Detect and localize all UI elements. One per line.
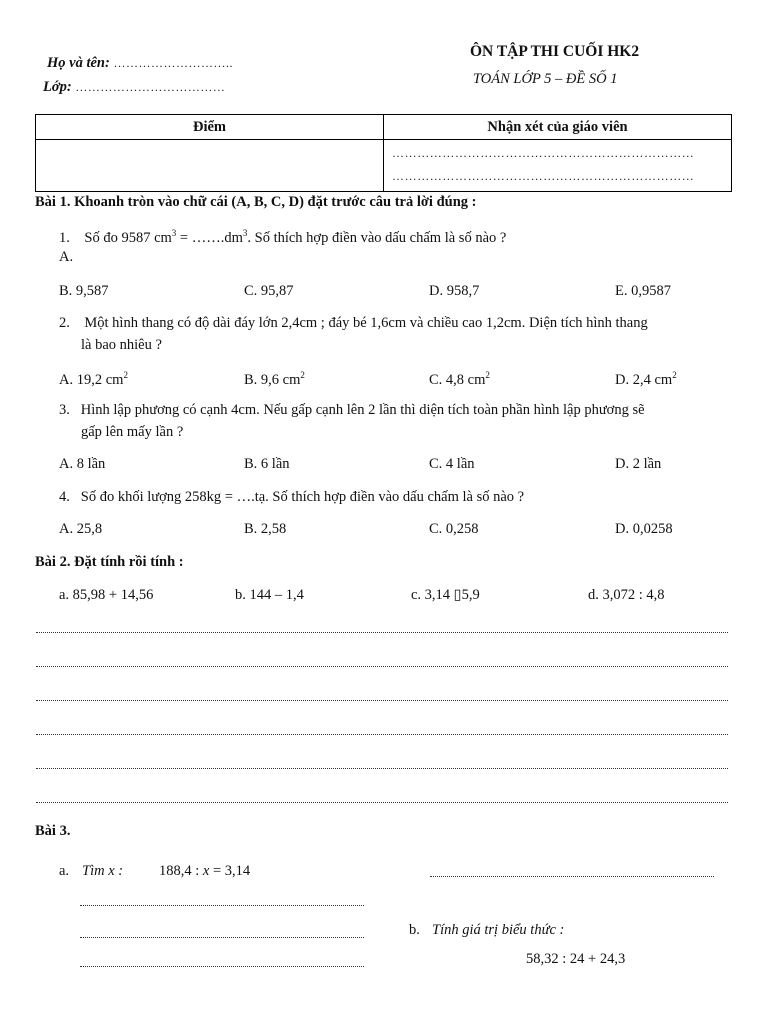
q1-option-e[interactable]: E. 0,9587 bbox=[615, 283, 671, 299]
q1-option-d[interactable]: D. 958,7 bbox=[429, 283, 480, 299]
bai2-item-c: c. 3,14 ▯5,9 bbox=[411, 587, 480, 603]
q4-option-d[interactable]: D. 0,0258 bbox=[615, 521, 673, 537]
answer-line-2[interactable] bbox=[36, 666, 728, 667]
q4-line bbox=[59, 489, 524, 506]
q4-option-b[interactable]: B. 2,58 bbox=[244, 521, 287, 537]
bai3-a-find: Tìm x : bbox=[82, 863, 124, 879]
q2-number: 2. bbox=[59, 315, 70, 331]
q2-option-c[interactable] bbox=[429, 370, 490, 389]
q1-option-a[interactable]: A. bbox=[59, 249, 74, 265]
q2-option-b[interactable] bbox=[244, 370, 305, 389]
bai1-heading: Bài 1. Khoanh tròn vào chữ cái (A, B, C, D) đặt trước câu trả lời đúng : bbox=[35, 194, 477, 210]
worksheet-title: ÔN TẬP THI CUỐI HK2 bbox=[470, 43, 640, 60]
bai2-heading: Bài 2. Đặt tính rồi tính : bbox=[35, 554, 184, 570]
q4-option-a[interactable]: A. 25,8 bbox=[59, 521, 103, 537]
class-label bbox=[43, 79, 225, 96]
q2-option-d-sup: 2 bbox=[672, 370, 677, 380]
q1-option-b[interactable]: B. 9,587 bbox=[59, 283, 109, 299]
q2-option-d[interactable] bbox=[615, 370, 677, 389]
q1-pre: Số đo 9587 cm bbox=[84, 230, 172, 246]
bai3-a-label: a. bbox=[59, 863, 70, 879]
bai3-a-expr-pre: 188,4 : bbox=[159, 863, 203, 879]
q2-option-c-sup: 2 bbox=[485, 370, 490, 380]
class-label-text: Lớp: bbox=[43, 79, 72, 95]
class-dots: ……………………………… bbox=[75, 80, 226, 94]
bai2-item-a: a. 85,98 + 14,56 bbox=[59, 587, 154, 603]
q1-sup1: 3 bbox=[171, 228, 177, 238]
bai3-heading: Bài 3. bbox=[35, 823, 71, 839]
q2-line2: là bao nhiêu ? bbox=[81, 337, 162, 353]
q2-option-b-sup: 2 bbox=[300, 370, 305, 380]
bai2-item-d: d. 3,072 : 4,8 bbox=[588, 587, 665, 603]
score-cell[interactable] bbox=[36, 140, 384, 192]
answer-line-6[interactable] bbox=[36, 802, 728, 803]
q4-text: Số đo khối lượng 258kg = ….tạ. Số thích hợp điền vào dấu chấm là số nào ? bbox=[80, 489, 525, 505]
score-header: Điểm bbox=[36, 115, 384, 140]
bai3-a-expression bbox=[159, 863, 250, 880]
grade-table bbox=[35, 114, 732, 192]
q2-text: Một hình thang có độ dài đáy lớn 2,4cm ; đáy bé 1,6cm và chiều cao 1,2cm. Diện tích hình thang bbox=[84, 315, 648, 331]
bai3-a-answer-line-3[interactable] bbox=[80, 937, 364, 938]
name-dots: ……………………….. bbox=[113, 56, 233, 70]
worksheet-subtitle: TOÁN LỚP 5 – ĐỀ SỐ 1 bbox=[473, 71, 618, 87]
answer-line-1[interactable] bbox=[36, 632, 728, 633]
q2-option-d-text: D. 2,4 cm bbox=[615, 372, 673, 388]
answer-line-3[interactable] bbox=[36, 700, 728, 701]
q4-option-c[interactable]: C. 0,258 bbox=[429, 521, 479, 537]
q3-text: Hình lập phương có cạnh 4cm. Nếu gấp cạnh lên 2 lần thì diện tích toàn phần hình lập phương sẽ bbox=[80, 402, 645, 418]
bai3-a-answer-line-1[interactable] bbox=[430, 876, 714, 877]
q4-number: 4. bbox=[59, 489, 70, 505]
answer-line-4[interactable] bbox=[36, 734, 728, 735]
q2-option-a-text: A. 19,2 cm bbox=[59, 372, 124, 388]
q3-option-c[interactable]: C. 4 lần bbox=[429, 456, 475, 472]
bai3-a-answer-line-4[interactable] bbox=[80, 966, 364, 967]
q1-post: . Số thích hợp điền vào dấu chấm là số nào ? bbox=[247, 230, 507, 246]
q2-option-c-text: C. 4,8 cm bbox=[429, 372, 486, 388]
bai3-a-expr-post: = 3,14 bbox=[209, 863, 251, 879]
q1-text bbox=[59, 228, 506, 247]
q1-sup2: 3 bbox=[242, 228, 248, 238]
q2-line1 bbox=[59, 315, 648, 332]
name-label bbox=[47, 55, 233, 72]
q1-number: 1. bbox=[59, 230, 70, 246]
q3-option-d[interactable]: D. 2 lần bbox=[615, 456, 662, 472]
comment-header: Nhận xét của giáo viên bbox=[384, 115, 732, 140]
bai3-a-answer-line-2[interactable] bbox=[80, 905, 364, 906]
bai3-a-expr-var: x bbox=[202, 863, 210, 879]
bai3-b-label: b. bbox=[409, 922, 420, 938]
q3-line2: gấp lên mấy lần ? bbox=[81, 424, 184, 440]
q2-option-a-sup: 2 bbox=[123, 370, 128, 380]
answer-line-5[interactable] bbox=[36, 768, 728, 769]
q3-option-b[interactable]: B. 6 lần bbox=[244, 456, 290, 472]
q3-number: 3. bbox=[59, 402, 70, 418]
name-label-text: Họ và tên: bbox=[47, 55, 110, 71]
q1-mid: = …….dm bbox=[176, 230, 243, 246]
bai2-item-b: b. 144 – 1,4 bbox=[235, 587, 304, 603]
comment-line-1: ……………………………………………………………… bbox=[392, 146, 695, 160]
bai3-b-text: Tính giá trị biểu thức : bbox=[432, 922, 565, 938]
q3-option-a[interactable]: A. 8 lần bbox=[59, 456, 106, 472]
comment-cell[interactable] bbox=[384, 140, 732, 192]
q3-line1 bbox=[59, 402, 645, 419]
q1-option-c[interactable]: C. 95,87 bbox=[244, 283, 294, 299]
comment-line-2: ……………………………………………………………… bbox=[392, 169, 695, 183]
q2-option-b-text: B. 9,6 cm bbox=[244, 372, 301, 388]
q2-option-a[interactable] bbox=[59, 370, 128, 389]
bai3-b-expression: 58,32 : 24 + 24,3 bbox=[526, 951, 626, 967]
